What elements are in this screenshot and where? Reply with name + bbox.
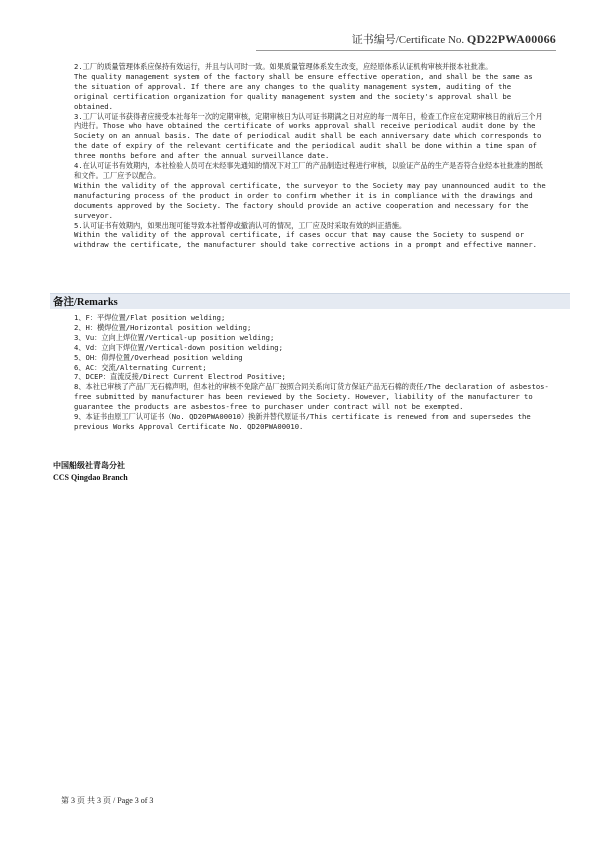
certificate-number: QD22PWA00066 [466, 32, 556, 46]
certificate-header [256, 31, 556, 51]
remark-item: 6、AC：交流/Alternating Current; [74, 362, 207, 372]
remarks-section-bar [50, 293, 570, 309]
branch-name-chinese: 中国船级社青岛分社 [53, 461, 125, 470]
certificate-number-label: 证书编号/Certificate No. [351, 34, 465, 46]
condition-paragraph: Within the validity of the approval certificate, the surveyor to the Society may pay unannounced audit to the manufacturing process of the product in order to confirm whether it is in compliance with the drawings and documents approved by the Society. The factory should provide an active cooperation and necessary for the surveyor. [74, 180, 546, 220]
condition-paragraph: 5.认可证书有效期内，如果出现可能导致本社暂停或撤消认可的情况，工厂应及时采取有效的纠正措施。 [74, 220, 407, 230]
condition-paragraph: Within the validity of the approval certificate, if cases occur that may cause the Society to suspend or withdraw the certificate, the manufacturer should take corrective actions in a prompt and effective manner. [74, 230, 538, 250]
remark-item: 3、Vu：立向上焊位置/Vertical-up position welding; [74, 332, 275, 342]
remark-item: 2、H：横焊位置/Horizontal position welding; [74, 322, 252, 332]
remark-item: 4、Vd：立向下焊位置/Vertical-down position welding; [74, 342, 283, 352]
remarks-list [74, 313, 549, 432]
condition-paragraph: 4.在认可证书有效期内，本社检验人员可在未经事先通知的情况下对工厂的产品制造过程进行审核，以验证产品的生产是否符合业经本社批准的图纸和文件。工厂应予以配合。 [74, 161, 543, 180]
remark-item: 8、本社已审核了产品厂无石棉声明，但本社的审核不免除产品厂按照合同关系向订货方保证产品无石棉的责任/The declaration of asbestos-free submitted by manufacturer has been reviewed by the Society. However, liability of the manufacturer to guarantee the products are asbestos-free to purchaser under contract will not be exempted. [74, 382, 549, 412]
condition-paragraph: 3.工厂认可证书获得者应接受本社每年一次的定期审核，定期审核日为认可证书期满之日对应的每一周年日，检查工作应在定期审核日的前后三个月内进行。Those who have obtained the certificate of works approval shall receive periodical audit done by the Society on an annual basis. The date of periodical audit shall be each anniversary date which corresponds to the date of expiry of the relevant certificate and the periodical audit shall be done within a time span of three months before and after the annual surveillance date. [74, 111, 543, 161]
remark-item: 1、F：平焊位置/Flat position welding; [74, 313, 226, 322]
condition-paragraph: 2.工厂的质量管理体系应保持有效运行，并且与认可时一致。如果质量管理体系发生改变，应经原体系认证机构审核并报本社批准。 [74, 62, 493, 71]
issuing-branch [53, 460, 128, 484]
remark-item: 9、本证书由原工厂认可证书（No. QD20PWA00010）换新并替代原证书/This certificate is renewed from and supersedes the previous Works Approval Certificate No. QD20PWA00010. [74, 412, 531, 431]
remarks-title: 备注/Remarks [53, 297, 118, 308]
branch-name-english: CCS Qingdao Branch [53, 473, 128, 482]
conditions-text [74, 62, 549, 250]
remark-item: 7、DCEP：直流反接/Direct Current Electrod Positive; [74, 372, 286, 382]
remark-item: 5、OH：仰焊位置/Overhead position welding [74, 352, 243, 362]
page-number: 第 3 页 共 3 页 / Page 3 of 3 [61, 796, 154, 805]
condition-paragraph: The quality management system of the factory shall be ensure effective operation, and shall be the same as the situation of approval. If there are any changes to the quality management system, auditing of the original certification organization for quality management system and the society's approval shall be obtained. [74, 71, 533, 111]
